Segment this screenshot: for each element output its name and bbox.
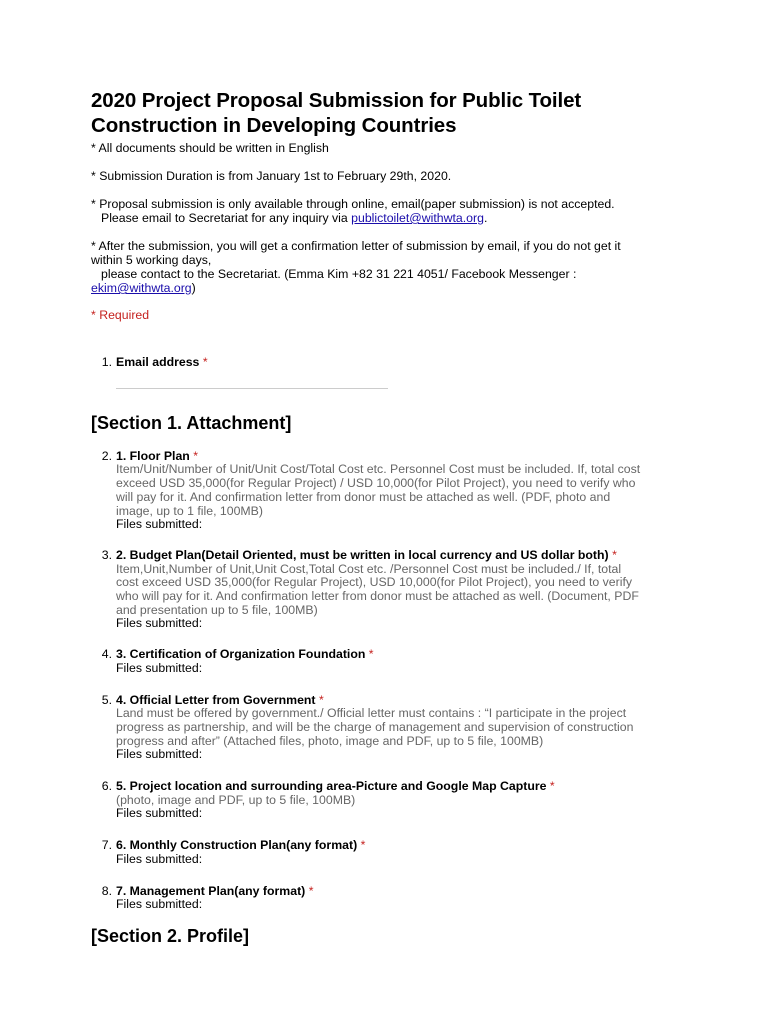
files-submitted-label: Files submitted:: [116, 851, 203, 866]
question-floor-plan: [91, 450, 681, 532]
note-confirm-line3: please contact to the Secretariat. (Emma Kim +82 31 221 4051/ Facebook Messenger :: [101, 267, 577, 281]
question-project-location: [91, 780, 681, 821]
required-asterisk: *: [202, 355, 208, 369]
question-help: [116, 463, 681, 518]
note-online-suffix: .: [483, 211, 488, 225]
question-help: [116, 707, 681, 748]
help-line: image, up to 1 file, 100MB): [116, 503, 263, 518]
help-line: Item,Unit,Number of Unit,Unit Cost,Total Cost etc. /Personnel Cost must be included./ If, total: [116, 561, 622, 576]
question-monthly-plan: [91, 839, 681, 866]
question-number: 5.: [101, 692, 112, 707]
question-title: 1. Floor Plan: [116, 448, 190, 463]
secretariat-email-link[interactable]: publictoilet@withwta.org: [351, 211, 484, 225]
section-profile-heading: [Section 2. Profile]: [91, 925, 250, 946]
files-submitted-label: Files submitted:: [116, 660, 203, 675]
note-confirm-suffix: ): [191, 281, 196, 295]
note-confirmation: [91, 239, 681, 295]
question-help: [116, 563, 681, 618]
help-line: progress and after” (Attached files, photo, image and PDF, up to 5 file, 100MB): [116, 733, 544, 748]
files-submitted-label: Files submitted:: [116, 897, 203, 912]
note-english: * All documents should be written in English: [91, 141, 329, 155]
files-submitted-label: Files submitted:: [116, 616, 203, 631]
question-official-letter: [91, 694, 681, 763]
question-budget-plan: [91, 549, 681, 631]
required-asterisk: *: [549, 779, 555, 794]
required-asterisk: *: [360, 838, 366, 853]
files-submitted-label: Files submitted:: [116, 517, 203, 532]
question-title: Email address: [116, 355, 200, 369]
question-title: 7. Management Plan(any format): [116, 883, 306, 898]
question-help: (photo, image and PDF, up to 5 file, 100MB): [116, 792, 356, 807]
help-line: and presentation up to 5 file, 100MB): [116, 602, 318, 617]
question-number: 7.: [101, 838, 112, 853]
question-number: 8.: [101, 883, 112, 898]
question-title: 6. Monthly Construction Plan(any format): [116, 838, 358, 853]
help-line: cost exceed USD 35,000(for Regular Project), USD 10,000(for Pilot Project), you need to verify: [116, 575, 633, 590]
required-asterisk: *: [612, 547, 617, 562]
note-online-only: [91, 197, 681, 225]
question-title: 3. Certification of Organization Foundation: [116, 647, 366, 662]
email-field[interactable]: [116, 370, 388, 389]
section-attachment-heading: [Section 1. Attachment]: [91, 412, 292, 433]
note-duration: * Submission Duration is from January 1st to February 29th, 2020.: [91, 169, 452, 183]
note-online-line2: Please email to Secretariat for any inquiry via: [101, 211, 352, 225]
files-submitted-label: Files submitted:: [116, 806, 203, 821]
question-number: 6.: [101, 779, 112, 794]
help-line: Land must be offered by government./ Official letter must contains : “I participate in the project: [116, 706, 627, 721]
form-document: [91, 88, 681, 947]
question-title: 5. Project location and surrounding area-Picture and Google Map Capture: [116, 779, 547, 794]
title-line-2: Construction in Developing Countries: [91, 114, 457, 137]
required-asterisk: *: [193, 448, 199, 463]
required-note: * Required: [91, 308, 150, 322]
help-line: exceed USD 35,000(for Regular Project) / USD 10,000(for Pilot Project), you need to verify who: [116, 476, 636, 491]
note-online-line1: * Proposal submission is only available through online, email(paper submission) is not accepted.: [91, 197, 615, 211]
question-title: 4. Official Letter from Government: [116, 692, 316, 707]
required-asterisk: *: [308, 883, 314, 898]
question-number: 2.: [101, 448, 112, 463]
question-number: 4.: [101, 647, 112, 662]
question-certification: [91, 648, 681, 675]
help-line: Item/Unit/Number of Unit/Unit Cost/Total Cost etc. Personnel Cost must be included. If, total cost: [116, 462, 641, 477]
question-email: [91, 356, 681, 389]
help-line: who will pay for it. And confirmation letter from donor must be attached as well. (Document, PDF: [116, 589, 639, 604]
question-number: 3.: [101, 547, 112, 562]
question-number: 1.: [101, 355, 112, 369]
question-management-plan: [91, 885, 681, 912]
contact-email-link[interactable]: ekim@withwta.org: [91, 281, 192, 295]
required-asterisk: *: [368, 647, 374, 662]
note-confirm-line1: * After the submission, you will get a confirmation letter of submission by email, if you do not get it: [91, 239, 621, 253]
required-asterisk: *: [318, 692, 324, 707]
question-title: 2. Budget Plan(Detail Oriented, must be written in local currency and US dollar both): [116, 547, 609, 562]
help-line: progress as partnership, and will be the charge of management and supervision of construction: [116, 719, 634, 734]
files-submitted-label: Files submitted:: [116, 747, 203, 762]
help-line: will pay for it. And confirmation letter from donor must be attached as well. (PDF, photo and: [116, 489, 611, 504]
page-title: [91, 88, 681, 138]
note-confirm-line2: within 5 working days,: [91, 253, 212, 267]
title-line-1: 2020 Project Proposal Submission for Public Toilet: [91, 89, 582, 112]
